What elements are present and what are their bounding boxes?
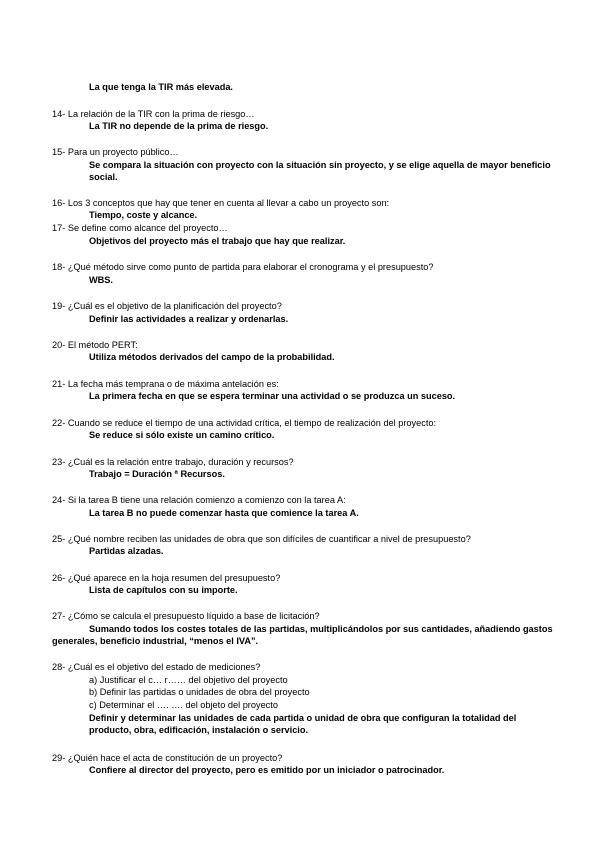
question-17: 17- Se define como alcance del proyecto… [52,223,228,233]
answer-28-line-1: Definir y determinar las unidades de cada partida o unidad de obra que configuran la totalidad del [89,713,517,723]
answer-26: Lista de capítulos con su importe. [89,585,238,595]
question-20: 20- El método PERT: [52,340,138,350]
answer-19: Definir las actividades a realizar y ordenarlas. [89,314,289,324]
question-21: 21- La fecha más temprana o de máxima antelación es: [52,379,279,389]
option-28-b: b) Definir las partidas o unidades de obra del proyecto [89,687,310,697]
question-15: 15- Para un proyecto público… [52,147,179,157]
question-16: 16- Los 3 conceptos que hay que tener en cuenta al llevar a cabo un proyecto son: [52,198,390,208]
answer-15-line-2: social. [89,172,118,182]
answer-25: Partidas alzadas. [89,546,164,556]
option-28-c: c) Determinar el …. …. del objeto del proyecto [89,700,278,710]
answer-28-line-2: producto, obra, edificación, instalación o servicio. [89,725,309,735]
question-19: 19- ¿Cuál es el objetivo de la planificación del proyecto? [52,301,282,311]
question-23: 23- ¿Cuál es la relación entre trabajo, duración y recursos? [52,457,294,467]
answer-22: Se reduce si sólo existe un camino crítico. [89,430,275,440]
answer-27-line-1: Sumando todos los costes totales de las partidas, multiplicándolos por sus cantidades, añadiendo gastos [89,624,553,634]
question-27: 27- ¿Cómo se calcula el presupuesto líquido a base de licitación? [52,611,320,621]
answer-15-line-1: Se compara la situación con proyecto con la situación sin proyecto, y se elige aquella de mayor beneficio [89,160,551,170]
question-28: 28- ¿Cuál es el objetivo del estado de mediciones? [52,662,261,672]
answer-17: Objetivos del proyecto más el trabajo que hay que realizar. [89,236,346,246]
question-14: 14- La relación de la TIR con la prima de riesgo… [52,109,255,119]
question-25: 25- ¿Qué nombre reciben las unidades de obra que son difíciles de cuantificar a nivel de presupuesto? [52,534,471,544]
answer-29: Confiere al director del proyecto, pero es emitido por un iniciador o patrocinador. [89,765,445,775]
answer-24: La tarea B no puede comenzar hasta que comience la tarea A. [89,508,359,518]
answer-14: La TIR no depende de la prima de riesgo. [89,121,269,131]
question-24: 24- Si la tarea B tiene una relación comienzo a comienzo con la tarea A: [52,495,346,505]
answer-20: Utiliza métodos derivados del campo de la probabilidad. [89,352,335,362]
answer-23: Trabajo = Duración ª Recursos. [89,469,225,479]
answer-27-line-2: generales, beneficio industrial, “menos el IVA”. [52,636,259,646]
answer-13: La que tenga la TIR más elevada. [89,82,233,92]
answer-18: WBS. [89,275,113,285]
question-22: 22- Cuando se reduce el tiempo de una actividad crítica, el tiempo de realización del proyecto: [52,418,437,428]
question-26: 26- ¿Qué aparece en la hoja resumen del presupuesto? [52,573,281,583]
answer-16: Tiempo, coste y alcance. [89,210,198,220]
question-18: 18- ¿Qué método sirve como punto de partida para elaborar el cronograma y el presupuesto? [52,262,434,272]
option-28-a: a) Justificar el c… r…… del objetivo del proyecto [89,675,288,685]
question-29: 29- ¿Quién hace el acta de constitución de un proyecto? [52,753,283,763]
answer-21: La primera fecha en que se espera terminar una actividad o se produzca un suceso. [89,391,456,401]
